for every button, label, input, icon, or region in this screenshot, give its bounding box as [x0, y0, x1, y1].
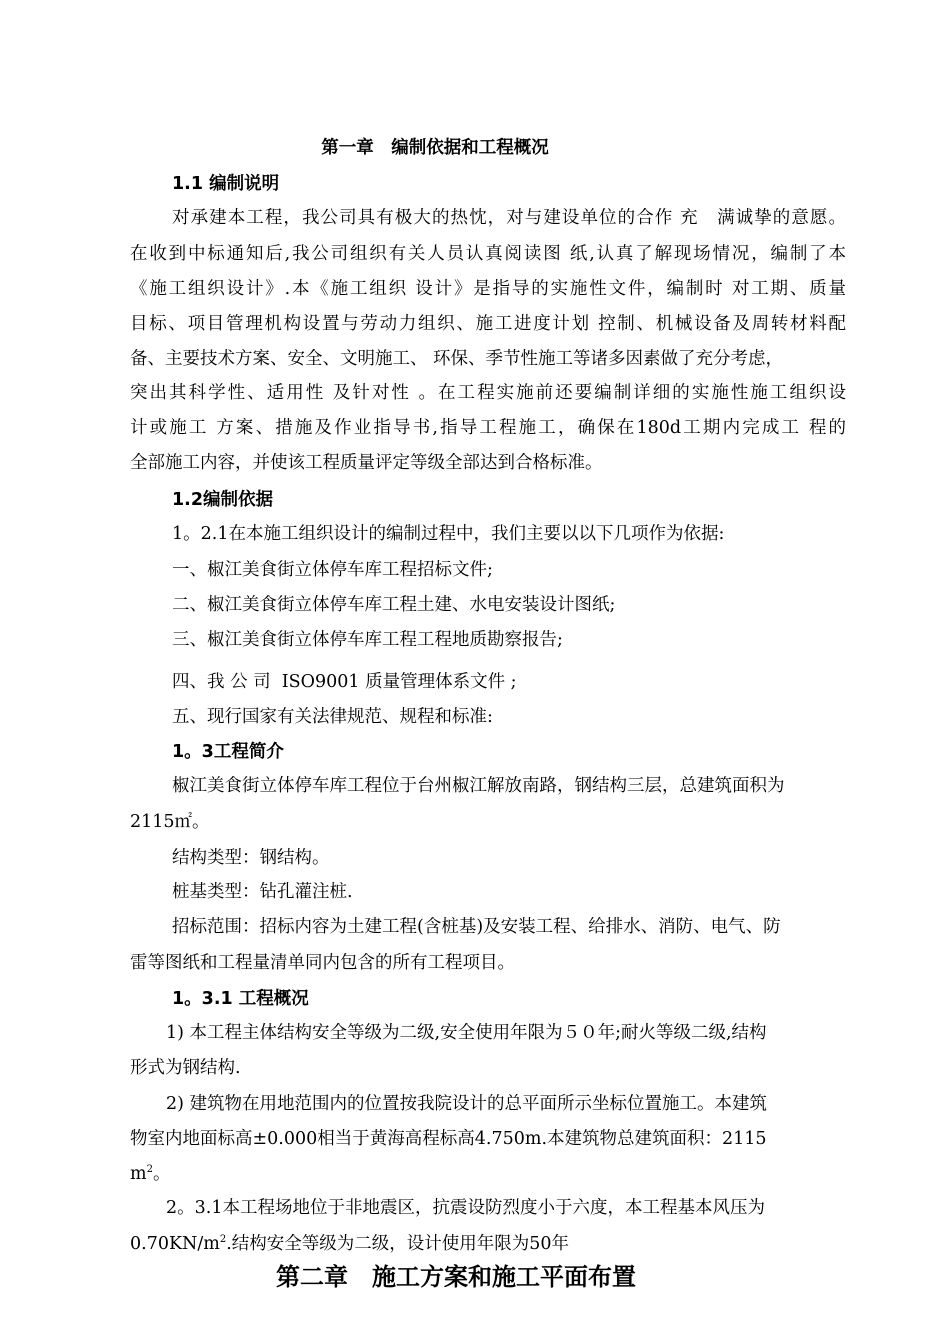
s12-item-3: 三、椒江美食街立体停车库工程工程地质勘察报告; — [172, 630, 563, 650]
section-1-2-heading: 1.2编制依据 — [172, 490, 274, 510]
section-1-3-heading: 1。3工程简介 — [172, 742, 284, 762]
s13-p1-line-2: 2115㎡。 — [130, 812, 210, 832]
section-1-1-heading: 1.1 编制说明 — [172, 174, 280, 194]
s12-item-5: 五、现行国家有关法律规范、规程和标准: — [172, 707, 493, 727]
s11-line-3: 《施工组织设计》.本《施工组织 设计》是指导的实施性文件，编制时 对工期、质量 — [130, 279, 846, 299]
s11-line-8: 全部施工内容，并使该工程质量评定等级全部达到合格标准。 — [130, 453, 603, 473]
s131-item-2-line-2: 物室内地面标高±0.000相当于黄海高程标高4.750m.本建筑物总建筑面积：2115 — [130, 1129, 767, 1149]
scope-line-1: 招标范围：招标内容为土建工程(含桩基)及安装工程、给排水、消防、电气、防 — [172, 917, 781, 937]
s12-intro: 1。2.1在本施工组织设计的编制过程中，我们主要以以下几项作为依据: — [172, 524, 725, 544]
s11-line-2: 在收到中标通知后,我公司组织有关人员认真阅读图 纸,认真了解现场情况，编制了本 — [130, 244, 846, 264]
s11-line-1: 对承建本工程，我公司具有极大的热忱，对与建设单位的合作 充 满诚挚的意愿。 — [172, 208, 846, 228]
s11-line-6: 突出其科学性、适用性 及针对性 。在工程实施前还要编制详细的实施性施工组织设 — [130, 383, 846, 403]
s12-item-2: 二、椒江美食街立体停车库工程土建、水电安装设计图纸; — [172, 595, 616, 615]
s11-line-5: 备、主要技术方案、安全、文明施工、 环保、季节性施工等诸多因素做了充分考虑， — [130, 349, 784, 369]
s131-item-3-line-1: 2。3.1本工程场地位于非地震区，抗震设防烈度小于六度，本工程基本风压为 — [166, 1198, 765, 1218]
s11-line-7: 计或施工 方案、措施及作业指导书,指导工程施工，确保在180d工期内完成工 程的 — [130, 418, 846, 438]
chapter-1-title: 第一章 编制依据和工程概况 — [321, 138, 549, 158]
s12-item-1: 一、椒江美食街立体停车库工程招标文件; — [172, 560, 493, 580]
chapter-2-title: 第二章 施工方案和施工平面布置 — [276, 1263, 636, 1291]
s131-item-1-line-2: 形式为钢结构. — [130, 1058, 241, 1078]
scope-line-2: 雷等图纸和工程量清单同内包含的所有工程项目。 — [130, 953, 515, 973]
s131-item-2-line-3: $m^2$。 — [130, 1164, 171, 1184]
s131-item-2-line-1: 2) 建筑物在用地范围内的位置按我院设计的总平面所示坐标位置施工。本建筑 — [166, 1094, 768, 1114]
pile-type: 桩基类型：钻孔灌注桩. — [172, 882, 353, 902]
s12-item-4: 四、我 公 司 ISO9001 质量管理体系文件 ; — [172, 672, 517, 692]
s11-line-4: 目标、项目管理机构设置与劳动力组织、施工进度计划 控制、机械设备及周转材料配 — [130, 314, 846, 334]
s131-item-3-line-2: $0.70KN/m^2$.结构安全等级为二级，设计使用年限为50年 — [130, 1234, 570, 1254]
section-1-3-1-heading: 1。3.1 工程概况 — [172, 989, 309, 1009]
s13-p1-line-1: 椒江美食街立体停车库工程位于台州椒江解放南路，钢结构三层，总建筑面积为 — [172, 776, 785, 796]
structure-type: 结构类型：钢结构。 — [172, 848, 330, 868]
s131-item-1-line-1: 1) 本工程主体结构安全等级为二级,安全使用年限为５０年;耐火等级二级,结构 — [166, 1023, 767, 1043]
